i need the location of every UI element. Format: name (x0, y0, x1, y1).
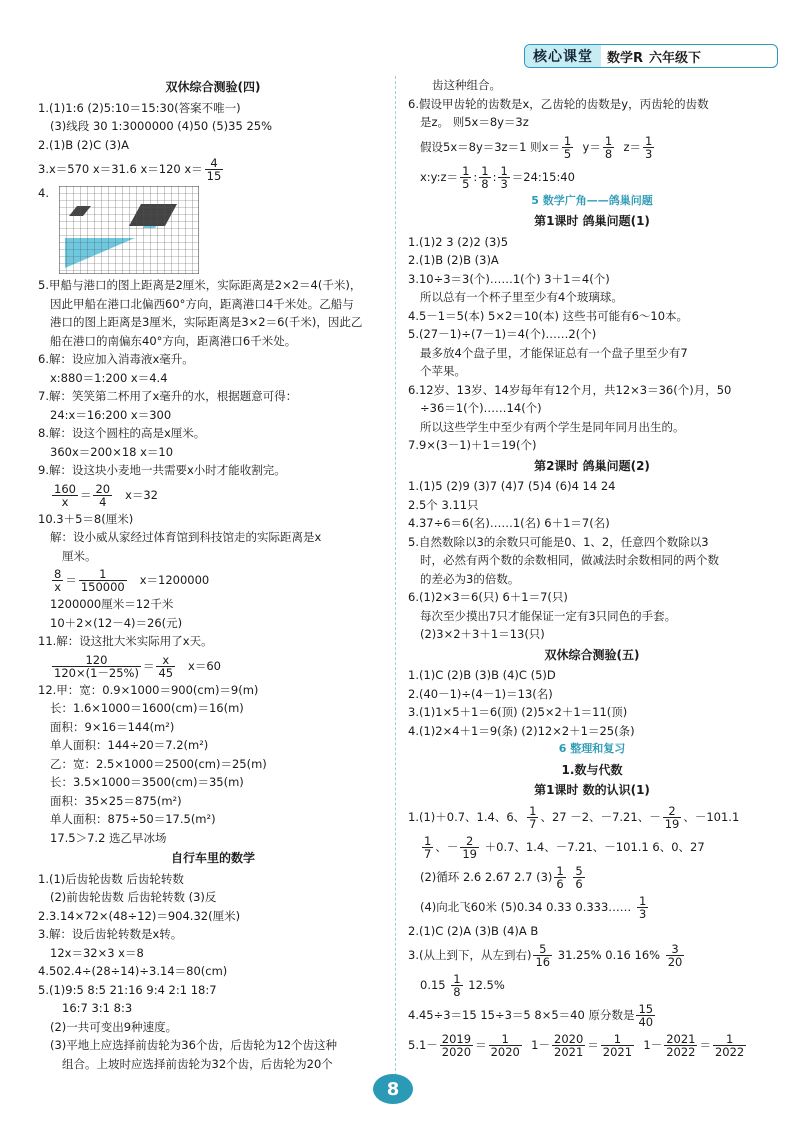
answer-line: x:y:z＝ $\frac{1}{5}$ : $\frac{1}{8}$ : $\frac{1}{3}$ ＝24:15:40 (420, 163, 575, 191)
answer-line: 最多放4个盘子里，才能保证总有一个盘子里至少有7 (420, 345, 688, 360)
answer-line: 假设5x＝8y＝3z＝1 则x＝ $\frac{1}{5}$ y＝ $\frac{1}{8}$ z＝ $\frac{1}{3}$ (420, 133, 653, 161)
answer-line: $\frac{8}{x}$ ＝ $\frac{1}{150000}$ x＝1200000 (54, 567, 210, 594)
answer-line: 时，必然有两个数的余数相同，做减法时余数相同的两个数 (420, 553, 719, 567)
answer-line: 1.(1)2 3 (2)2 (3)5 (408, 234, 509, 249)
answer-line: 2.5个 3.11只 (408, 497, 479, 512)
answer-line: x:880＝1:200 x＝4.4 (50, 370, 168, 385)
answer-line: (4)向北飞60米 (5)0.34 0.33 0.333…… $\frac{1}{3}$ (420, 893, 647, 921)
answer-line: 2.3.14×72×(48÷12)＝904.32(厘米) (38, 908, 241, 923)
answer-line: 是z。 则5x＝8y＝3z (420, 115, 529, 129)
answer-line: 8.解：设这个圆柱的高是x厘米。 (38, 426, 206, 440)
answer-line: 5.(1)9:5 8:5 21:16 9:4 2:1 18:7 (38, 982, 217, 997)
answer-line: 12x＝32×3 x＝8 (50, 945, 144, 960)
answer-line: $\frac{1}{7}$ 、－ $\frac{2}{19}$ ＋0.7、1.4、－7.21、－101.1 6、0、27 (424, 833, 705, 861)
right-column (408, 76, 776, 1060)
answer-line: 10＋2×(12－4)＝26(元) (50, 615, 183, 630)
answer-line: 5.1－ $\frac{2019}{2020}$ ＝ $\frac{1}{2020}$ 1－ $\frac{2020}{2021}$ ＝ $\frac{1}{2021}$ 1－ $\frac{2021}{2022}$ ＝ $\frac{1}{2022}$ (408, 1032, 745, 1059)
answer-line: 17.5＞7.2 选乙早冰场 (50, 830, 167, 845)
answer-line: 2.(40－1)÷(4－1)＝13(名) (408, 686, 553, 701)
column-divider (395, 76, 396, 1076)
answer-line: 1.(1)＋0.7、1.4、6、 $\frac{1}{7}$ 、27 －2、－7.21、－ $\frac{2}{19}$ 、－101.1 (408, 803, 740, 831)
header-subject: 数学R (607, 50, 644, 66)
answer-line: (3)线段 30 1:3000000 (4)50 (5)35 25% (50, 119, 273, 133)
grid-figure (59, 186, 199, 280)
chapter-title-5: 5 数学广角——鸽巢问题 (531, 193, 653, 207)
answer-line: (2)循环 2.6̇ 2.67 2.7 (3) $\frac{1}{6}$ $\frac{5}{6}$ (420, 863, 583, 891)
answer-line: 所以总有一个杯子里至少有4个玻璃球。 (420, 290, 623, 304)
answer-line: 长：3.5×1000＝3500(cm)＝35(m) (50, 775, 244, 789)
page-number: 8 (373, 1074, 413, 1104)
answer-line: 厘米。 (62, 548, 97, 563)
answer-line: 4.5－1＝5(本) 5×2＝10(本) 这些书可能有6～10本。 (408, 308, 689, 323)
lesson-title: 第1课时 数的认识(1) (534, 783, 650, 797)
header-banner (524, 44, 778, 68)
section-title-test5: 双休综合测验(五) (544, 647, 640, 662)
answer-line: 6.12岁、13岁、14岁每年有12个月，共12×3＝36(个)月，50 (408, 382, 732, 397)
answer-line: 360x＝200×18 x＝10 (50, 444, 174, 459)
section-title-bike: 自行车里的数学 (170, 851, 255, 865)
answer-line: 9.解：设这块小麦地一共需要x小时才能收割完。 (38, 463, 286, 477)
answer-line: 组合。上坡时应选择前齿轮为32个齿，后齿轮为20个 (62, 1056, 333, 1071)
answer-line: 11.解：设这批大米实际用了x天。 (38, 634, 213, 648)
answer-line: 12.甲：宽：0.9×1000＝900(cm)＝9(m) (38, 682, 259, 697)
answer-line: 1200000厘米＝12千米 (50, 597, 174, 611)
answer-line: 每次至少摸出7只才能保证一定有3只同色的手套。 (420, 608, 677, 623)
answer-line: 2.(1)B (2)B (3)A (408, 253, 499, 267)
answer-line: 船在港口的南偏东40°方向，距离港口6千米处。 (50, 333, 297, 348)
answer-line: 2.(1)C (2)A (3)B (4)A B (408, 923, 539, 938)
answer-line: 3.解：设后齿轮转数是x转。 (38, 927, 183, 941)
answer-line: 3.(1)1×5＋1＝6(顶) (2)5×2＋1＝11(顶) (408, 705, 628, 719)
answer-line: 3.x＝570 x＝31.6 x＝120 x＝ $\frac{4}{15}$ (38, 156, 222, 183)
answer-line: 6.(1)2×3＝6(只) 6＋1＝7(只) (408, 590, 568, 604)
answer-line: 4.37÷6＝6(名)……1(名) 6＋1＝7(名) (408, 516, 610, 530)
answer-line: 5.自然数除以3的余数只可能是0、1、2，任意四个数除以3 (408, 534, 709, 549)
answer-line: 2.(1)B (2)C (3)A (38, 137, 129, 152)
chapter-title-6: 6 整理和复习 (558, 742, 626, 755)
answer-line: 24:x＝16:200 x＝300 (50, 407, 172, 422)
section-title-test4: 双休综合测验(四) (165, 80, 261, 94)
answer-line: (2)前齿轮齿数 后齿轮转数 (3)反 (50, 890, 217, 904)
lesson-title: 第2课时 鸽巢问题(2) (534, 458, 650, 473)
answer-line: 7.9×(3－1)＋1＝19(个) (408, 438, 537, 452)
left-column (38, 76, 388, 1073)
answer-line: 单人面积：875÷50＝17.5(m²) (50, 812, 216, 826)
answer-line: 港口的图上距离是3厘米，实际距离是3×2＝6(千米)，因此乙 (50, 315, 363, 329)
answer-line: 4.(1)2×4＋1＝9(条) (2)12×2＋1＝25(条) (408, 723, 635, 738)
answer-line-4: 4. (38, 184, 388, 276)
answer-line: 单人面积：144÷20＝7.2(m²) (50, 738, 209, 752)
answer-line: 0.15 $\frac{1}{8}$ 12.5% (420, 972, 505, 999)
answer-line: $\frac{160}{x}$ ＝ $\frac{20}{4}$ x＝32 (54, 481, 159, 509)
answer-line: 1.(1)C (2)B (3)B (4)C (5)D (408, 668, 556, 682)
answer-line: 5.(27－1)÷(7－1)＝4(个)……2(个) (408, 327, 597, 341)
answer-line: 5.甲船与港口的图上距离是2厘米，实际距离是2×2＝4(千米)， (38, 278, 362, 292)
answer-line: 长：1.6×1000＝1600(cm)＝16(m) (50, 701, 244, 715)
answer-line: 6.假设甲齿轮的齿数是x，乙齿轮的齿数是y，丙齿轮的齿数 (408, 96, 709, 111)
answer-line: 因此甲船在港口北偏西60°方向，距离港口4千米处。乙船与 (50, 296, 354, 311)
answer-line: 个苹果。 (420, 364, 466, 378)
answer-line: 的差必为3的倍数。 (420, 571, 520, 586)
lesson-title: 第1课时 鸽巢问题(1) (534, 214, 650, 228)
answer-line: 1.(1)1:6 (2)5:10＝15:30(答案不唯一) (38, 100, 241, 115)
answer-line: 7.解：笑笑第二杯用了x毫升的水，根据题意可得： (38, 389, 298, 403)
answer-line: (2)一共可变出9种速度。 (50, 1019, 178, 1034)
answer-line: 3.(从上到下，从左到右) $\frac{5}{16}$ 31.25% 0.16 16% $\frac{3}{20}$ (408, 942, 683, 969)
answer-line: 面积：35×25＝875(m²) (50, 793, 182, 808)
answer-line: 16:7 3:1 8:3 (62, 1001, 133, 1015)
answer-line: 4.502.4÷(28÷14)÷3.14＝80(cm) (38, 964, 228, 978)
answer-line: 3.10÷3＝3(个)……1(个) 3＋1＝4(个) (408, 271, 610, 286)
unit-title: 1.数与代数 (561, 762, 623, 777)
answer-line: 齿这种组合。 (432, 78, 501, 92)
answer-line: 4.45÷3＝15 15÷3＝5 8×5＝40 原分数是 $\frac{15}{40}$ (408, 1002, 654, 1029)
answer-line: 6.解：设应加入消毒液x毫升。 (38, 352, 194, 366)
answer-line: 1.(1)后齿轮齿数 后齿轮转数 (38, 871, 184, 886)
answer-line: (3)平地上应选择前齿轮为36个齿，后齿轮为12个齿这种 (50, 1038, 338, 1052)
header-title: 核心课堂 (525, 45, 601, 67)
fraction: $\frac{4}{15}$ (206, 156, 222, 183)
answer-line: 解：设小威从家经过体育馆到科技馆走的实际距离是x (50, 530, 322, 544)
header-grade: 六年级下 (649, 50, 702, 66)
answer-line: 所以这些学生中至少有两个学生是同年同月出生的。 (420, 419, 685, 434)
answer-line: (2)3×2＋3＋1＝13(只) (420, 627, 545, 641)
answer-line: 面积：9×16＝144(m²) (50, 719, 175, 734)
answer-line: $\frac{120}{120\times(1-25\%)}$ ＝ $\frac{x}{45}$ x＝60 (54, 652, 221, 680)
answer-line: ÷36＝1(个)……14(个) (420, 401, 542, 415)
answer-line: 1.(1)5 (2)9 (3)7 (4)7 (5)4 (6)4 14 24 (408, 479, 616, 493)
answer-line: 10.3＋5＝8(厘米) (38, 511, 134, 526)
answer-line: 乙：宽：2.5×1000＝2500(cm)＝25(m) (50, 756, 267, 771)
